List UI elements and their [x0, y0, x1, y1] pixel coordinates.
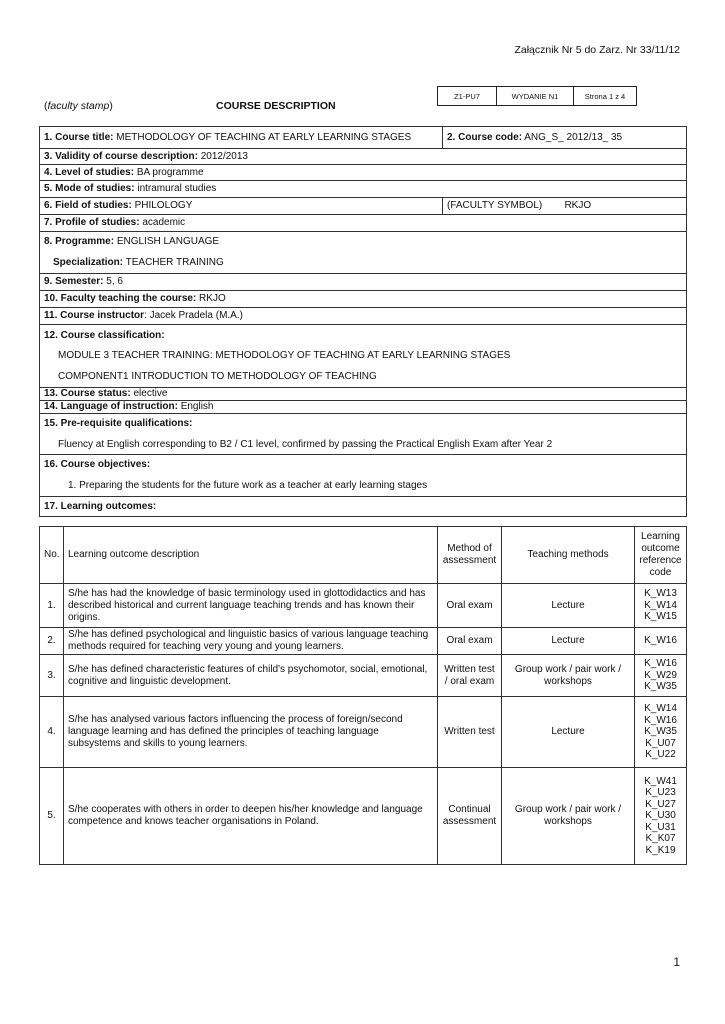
header-ref: Learning outcome reference code: [635, 527, 687, 584]
header-description: Learning outcome description: [64, 527, 438, 584]
row-status: 13. Course status: elective: [40, 388, 687, 401]
row-faculty: 10. Faculty teaching the course: RKJO: [40, 291, 687, 308]
page-indicator: Strona 1 z 4: [584, 91, 626, 101]
page-title: COURSE DESCRIPTION: [216, 100, 336, 112]
faculty-stamp: (faculty stamp): [44, 100, 113, 112]
ref-codes: K_W16: [635, 628, 687, 655]
header-method: Method of assessment: [438, 527, 502, 584]
document-code-box: [437, 86, 637, 106]
row-language: 14. Language of instruction: English: [40, 401, 687, 414]
row-classification: 12. Course classification: MODULE 3 TEACHER TRAINING: METHODOLOGY OF TEACHING AT EARLY LEARNING STAGES COMPONENT1 INTRODUCTION TO METHODOLOGY OF TEACHING: [40, 325, 687, 388]
row-field: 6. Field of studies: PHILOLOGY (FACULTY SYMBOL) RKJO: [40, 198, 687, 215]
table-header-row: [40, 527, 687, 584]
row-programme: 8. Programme: ENGLISH LANGUAGE Specialization: TEACHER TRAINING: [40, 232, 687, 274]
course-title-cell: 1. Course title: METHODOLOGY OF TEACHING AT EARLY LEARNING STAGES: [40, 127, 443, 149]
row-course-title: [40, 127, 687, 149]
course-info-table: [39, 126, 687, 517]
ref-codes: K_W16 K_W29 K_W35: [635, 655, 687, 697]
course-code-cell: 2. Course code: ANG_S_ 2012/13_ 35: [443, 127, 687, 149]
row-objectives: 16. Course objectives: 1. Preparing the students for the future work as a teacher at early learning stages: [40, 455, 687, 497]
table-row: 5. S/he cooperates with others in order to deepen his/her knowledge and language competence and knows teacher organisations in Poland. Continual assessment Group work / pair work / workshops K_W41 K_U23 K_U27 K_U30 K_U31 K_K07 K_K19: [40, 768, 687, 865]
ref-codes: K_W13 K_W14 K_W15: [635, 584, 687, 628]
row-validity: 3. Validity of course description: 2012/2013: [40, 149, 687, 165]
row-semester: 9. Semester: 5, 6: [40, 274, 687, 291]
learning-outcomes-table: [39, 526, 687, 865]
annex-reference: Załącznik Nr 5 do Zarz. Nr 33/11/12: [514, 44, 680, 56]
form-code: Z1-PU7: [438, 87, 497, 105]
row-prerequisites: 15. Pre-requisite qualifications: Fluency at English corresponding to B2 / C1 level, confirmed by passing the Practical English Exam after Year 2: [40, 414, 687, 455]
table-row: 2. S/he has defined psychological and linguistic basics of various language teaching methods required for teaching very young and young learners. Oral exam Lecture K_W16: [40, 628, 687, 655]
table-row: 3. S/he has defined characteristic features of child's psychomotor, social, emotional, cognitive and linguistic development. Written test / oral exam Group work / pair work / workshops K_W16 K_W29 K_W35: [40, 655, 687, 697]
ref-codes: K_W14 K_W16 K_W35 K_U07 K_U22: [635, 697, 687, 768]
row-mode: 5. Mode of studies: intramural studies: [40, 181, 687, 198]
page-number: 1: [673, 955, 680, 969]
ref-codes: K_W41 K_U23 K_U27 K_U30 K_U31 K_K07 K_K19: [635, 768, 687, 865]
row-instructor: 11. Course instructor: Jacek Pradela (M.A.): [40, 308, 687, 325]
header-teaching: Teaching methods: [502, 527, 635, 584]
edition: WYDANIE N1: [497, 87, 574, 105]
header-no: No.: [40, 527, 64, 584]
row-outcomes-heading: 17. Learning outcomes:: [40, 497, 687, 517]
table-row: 1. S/he has had the knowledge of basic terminology used in glottodidactics and has described historical and current language teaching trends and has known their origins. Oral exam Lecture K_W13 K_W14 K_W15: [40, 584, 687, 628]
row-level: 4. Level of studies: BA programme: [40, 165, 687, 181]
row-profile: 7. Profile of studies: academic: [40, 215, 687, 232]
table-row: 4. S/he has analysed various factors influencing the process of foreign/second language learning and has defined the principles of teaching language subsystems and skills to young learners. Written test Lecture K_W14 K_W16 K_W35 K_U07 K_U22: [40, 697, 687, 768]
